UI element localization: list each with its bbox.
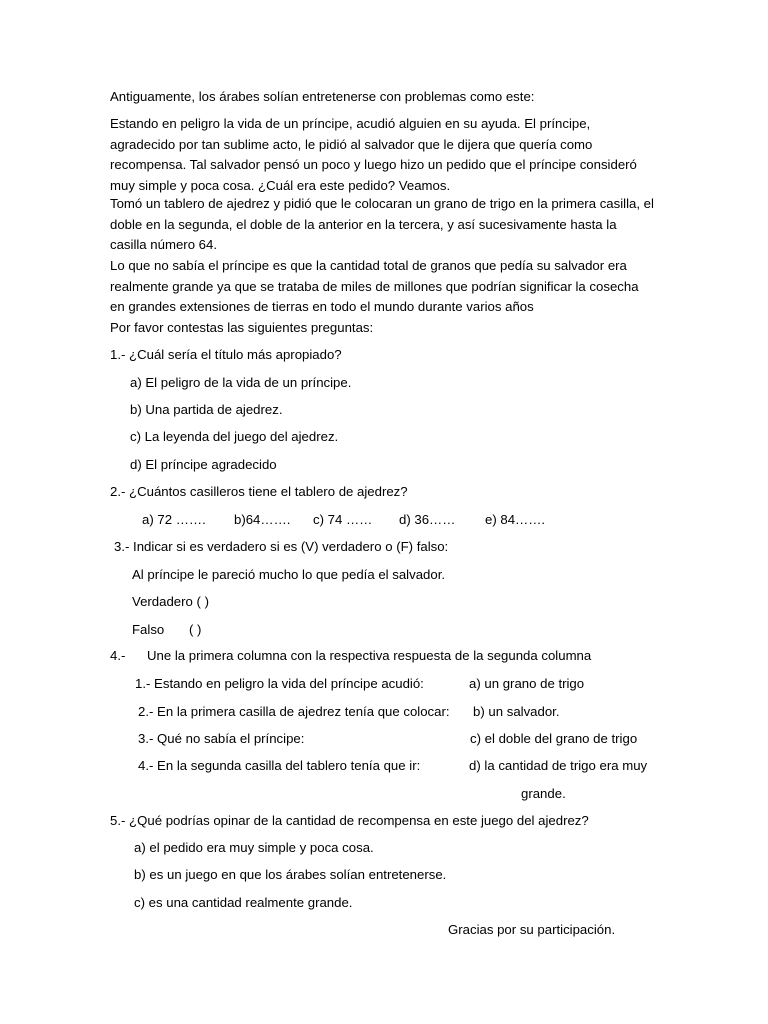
q1-option-a: a) El peligro de la vida de un príncipe. [130, 375, 352, 390]
question-4: Une la primera columna con la respectiva respuesta de la segunda columna [147, 648, 592, 663]
question-3: 3.- Indicar si es verdadero si es (V) verdadero o (F) falso: [114, 539, 449, 554]
q2-option-a: a) 72 ……. [142, 512, 206, 527]
paragraph-3: Lo que no sabía el príncipe es que la cantidad total de granos que pedía su salvador era realmente grande ya que se trataba de miles de millones que podrían significar la cosecha en grandes extensiones de tierras en todo el mundo durante varios años [110, 258, 639, 314]
q4-right-item-d-continued: grande. [521, 786, 566, 801]
q4-left-item-3: 3.- Qué no sabía el príncipe: [138, 731, 305, 746]
paragraph-1: Estando en peligro la vida de un príncipe, acudió alguien en su ayuda. El príncipe, agradecido por tan sublime acto, le pidió al salvador que le dijera que quería como recompensa. Tal salvador pensó un poco y luego hizo un pedido que el príncipe consideró muy simple y poca cosa. ¿Cuál era este pedido? Veamos. [110, 116, 637, 193]
q4-left-item-4: 4.- En la segunda casilla del tablero tenía que ir: [138, 758, 421, 773]
q3-statement: Al príncipe le pareció mucho lo que pedía el salvador. [132, 567, 446, 582]
q3-false-blank: ( ) [189, 622, 202, 637]
question-2: 2.- ¿Cuántos casilleros tiene el tablero de ajedrez? [110, 484, 408, 499]
q2-option-e: e) 84……. [485, 512, 546, 527]
q5-option-b: b) es un juego en que los árabes solían entretenerse. [134, 867, 447, 882]
instruction-text: Por favor contestas las siguientes preguntas: [110, 320, 374, 335]
q4-right-item-a: a) un grano de trigo [469, 676, 585, 691]
question-5: 5.- ¿Qué podrías opinar de la cantidad de recompensa en este juego del ajedrez? [110, 813, 589, 828]
closing-text: Gracias por su participación. [448, 922, 616, 937]
q3-false-option: Falso [132, 622, 165, 637]
question-4-number: 4.- [110, 648, 126, 663]
q2-option-b: b)64……. [234, 512, 291, 527]
q4-right-item-c: c) el doble del grano de trigo [470, 731, 638, 746]
question-1: 1.- ¿Cuál sería el título más apropiado? [110, 347, 342, 362]
paragraph-2: Tomó un tablero de ajedrez y pidió que le colocaran un grano de trigo en la primera casilla, el doble en la segunda, el doble de la anterior en la tercera, y así sucesivamente hasta la casilla número 64. [110, 196, 654, 252]
q2-option-c: c) 74 …… [313, 512, 373, 527]
q3-true-option: Verdadero ( ) [132, 594, 209, 609]
q4-left-item-1: 1.- Estando en peligro la vida del príncipe acudió: [135, 676, 424, 691]
q5-option-a: a) el pedido era muy simple y poca cosa. [134, 840, 374, 855]
q4-right-item-d: d) la cantidad de trigo era muy [469, 758, 648, 773]
intro-text: Antiguamente, los árabes solían entretenerse con problemas como este: [110, 89, 535, 104]
q5-option-c: c) es una cantidad realmente grande. [134, 895, 353, 910]
q1-option-d: d) El príncipe agradecido [130, 457, 277, 472]
q2-option-d: d) 36…… [399, 512, 456, 527]
q4-left-item-2: 2.- En la primera casilla de ajedrez tenía que colocar: [138, 704, 450, 719]
q4-right-item-b: b) un salvador. [473, 704, 560, 719]
q1-option-c: c) La leyenda del juego del ajedrez. [130, 429, 339, 444]
q1-option-b: b) Una partida de ajedrez. [130, 402, 283, 417]
